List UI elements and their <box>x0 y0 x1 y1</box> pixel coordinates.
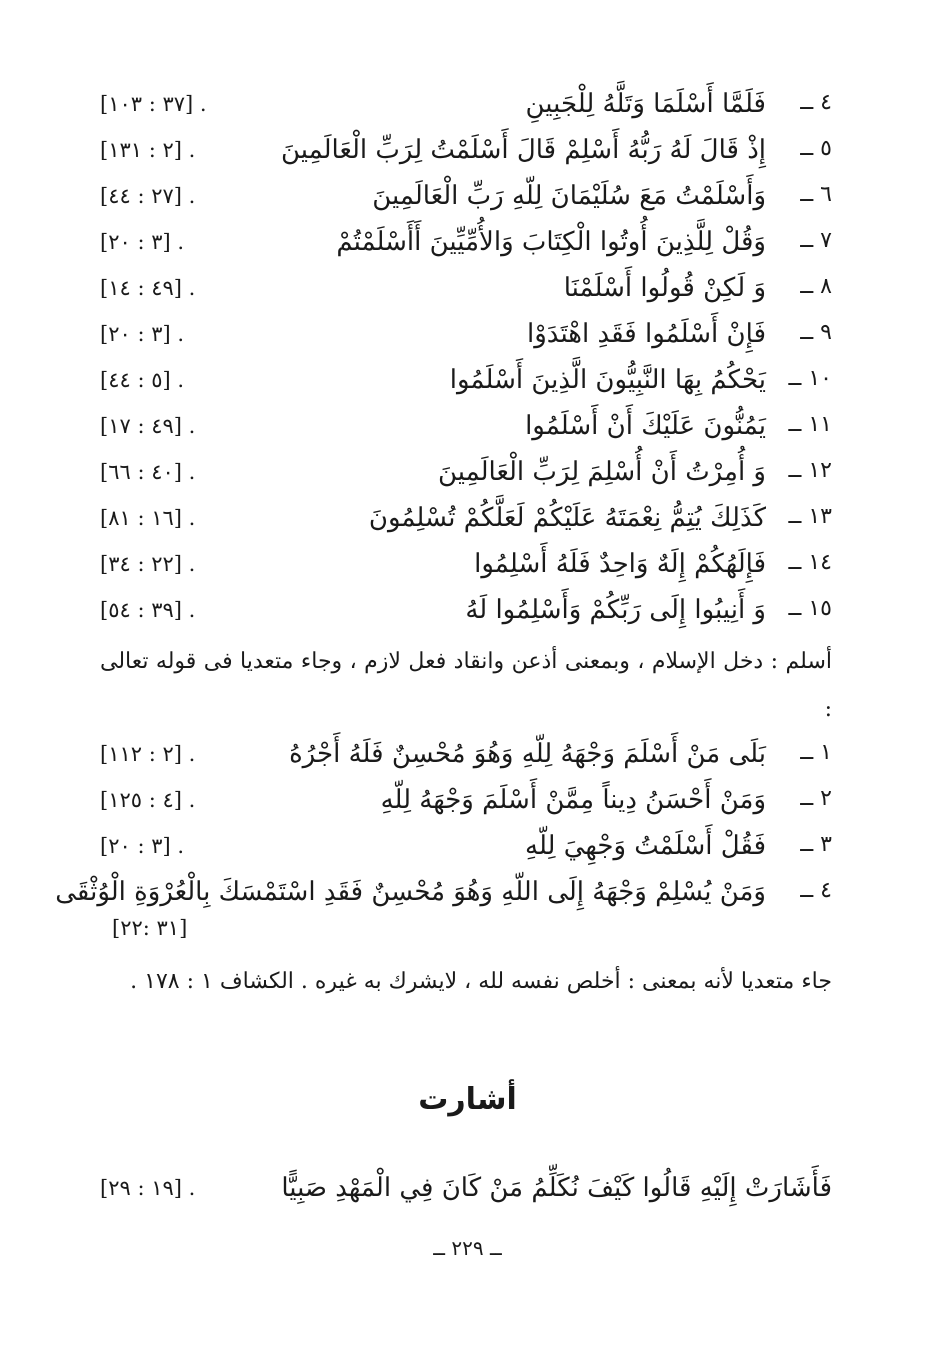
verse-reference: [٣٩ : ٥٤] . <box>100 598 196 622</box>
verse-reference: [٣ : ٢٠] . <box>100 322 185 346</box>
explanation-paragraph: أسلم : دخل الإسلام ، وبمعنى أذعن وانقاد فعل لازم ، وجاء متعديا فى قوله تعالى : <box>100 649 832 722</box>
verse-reference: [٤٩ : ١٧] . <box>100 414 196 438</box>
verse-line <box>100 452 832 496</box>
verse-text: وَ لَكِنْ قُولُوا أَسْلَمْنَا <box>563 273 766 303</box>
verse-line <box>100 406 832 450</box>
verse-line <box>100 130 832 174</box>
verse-text: كَذَلِكَ يُتِمُّ نِعْمَتَهُ عَلَيْكُمْ لَعَلَّكُمْ تُسْلِمُونَ <box>368 503 766 533</box>
verse-number: ١ ــ <box>800 740 832 765</box>
verse-line <box>100 176 832 220</box>
verse-number: ٩ ــ <box>800 320 832 345</box>
verse-line <box>100 826 832 870</box>
verse-reference: [٢ : ١٣١] . <box>100 138 196 162</box>
verse-reference: [٤٩ : ١٤] . <box>100 276 196 300</box>
verse-text: فَقُلْ أَسْلَمْتُ وَجْهِيَ لِلّهِ <box>525 831 766 861</box>
verse-line <box>100 222 832 266</box>
verse-line <box>100 734 832 778</box>
verse-text: وَ أُمِرْتُ أَنْ أُسْلِمَ لِرَبِّ الْعَالَمِينَ <box>437 457 766 487</box>
verse-line <box>100 314 832 358</box>
verse-line <box>100 590 832 634</box>
verse-text: وَمَنْ أَحْسَنُ دِيناً مِمَّنْ أَسْلَمَ وَجْهَهُ لِلّهِ <box>380 785 766 815</box>
verse-number: ٥ ــ <box>800 136 832 161</box>
verse-reference: [٢٢ : ٣٤] . <box>100 552 196 576</box>
verse-reference: [٣ : ٢٠] . <box>100 230 185 254</box>
verse-reference: [٣ : ٢٠] . <box>100 834 185 858</box>
verse-number: ٧ ــ <box>800 228 832 253</box>
verse-line <box>100 360 832 404</box>
verse-text: وَقُلْ لِلَّذِينَ أُوتُوا الْكِتَابَ وَالأُمِّيِّينَ أَأَسْلَمْتُمْ <box>336 227 766 257</box>
verse-text: وَمَنْ يُسْلِمْ وَجْهَهُ إِلَى اللّهِ وَهُوَ مُحْسِنٌ فَقَدِ اسْتَمْسَكَ بِالْعُرْوَةِ الْوُثْقَى <box>55 877 766 907</box>
verse-text: فَإِلَهُكُمْ إِلَهٌ وَاحِدٌ فَلَهُ أَسْلِمُوا <box>474 549 766 579</box>
verse-text: بَلَى مَنْ أَسْلَمَ وَجْهَهُ لِلّهِ وَهُوَ مُحْسِنٌ فَلَهُ أَجْرُهُ <box>289 739 766 769</box>
verse-number: ٦ ــ <box>800 182 832 207</box>
verse-number: ٢ ــ <box>800 786 832 811</box>
verse-number: ١٣ ــ <box>788 504 832 529</box>
verse-text: يَمُنُّونَ عَلَيْكَ أَنْ أَسْلَمُوا <box>525 411 766 441</box>
verse-line <box>55 872 832 916</box>
verse-reference: [٢٧ : ٤٤] . <box>100 184 196 208</box>
verse-line <box>100 780 832 824</box>
verse-number: ٣ ــ <box>800 832 832 857</box>
verse-line <box>100 268 832 312</box>
verse-reference: [١٩ : ٢٩] . <box>100 1176 196 1200</box>
verse-number: ١٠ ــ <box>788 366 832 391</box>
verse-number: ٨ ــ <box>800 274 832 299</box>
explanation-paragraph: جاء متعديا لأنه بمعنى : أخلص نفسه لله ، لايشرك به غيره . الكشاف ١ : ١٧٨ . <box>130 969 832 994</box>
verse-text: وَأَسْلَمْتُ مَعَ سُلَيْمَانَ لِلّهِ رَبِّ الْعَالَمِينَ <box>372 181 766 211</box>
verse-number: ١٤ ــ <box>788 550 832 575</box>
verse-reference: [٥ : ٤٤] . <box>100 368 185 392</box>
verse-line <box>100 84 832 128</box>
verse-number: ١١ ــ <box>788 412 832 437</box>
verse-line <box>100 544 832 588</box>
verse-text: فَإِنْ أَسْلَمُوا فَقَدِ اهْتَدَوْا <box>527 319 766 349</box>
verse-number: ١٢ ــ <box>788 458 832 483</box>
verse-number: ١٥ ــ <box>788 596 832 621</box>
page-number: ــ ٢٢٩ ــ <box>433 1236 502 1260</box>
verse-text: فَأَشَارَتْ إِلَيْهِ قَالُوا كَيْفَ نُكَلِّمُ مَنْ كَانَ فِي الْمَهْدِ صَبِيًّا <box>281 1173 832 1203</box>
verse-reference: [٤٠ : ٦٦] . <box>100 460 196 484</box>
verse-line <box>100 498 832 542</box>
verse-reference: [٣٧ : ١٠٣] . <box>100 92 207 116</box>
verse-text: فَلَمَّا أَسْلَمَا وَتَلَّهُ لِلْجَبِينِ <box>525 89 766 119</box>
section-title: أشارت <box>418 1082 517 1117</box>
verse-text: إِذْ قَالَ لَهُ رَبُّهُ أَسْلِمْ قَالَ أَسْلَمْتُ لِرَبِّ الْعَالَمِينَ <box>280 135 766 165</box>
verse-text: يَحْكُمُ بِهَا النَّبِيُّونَ الَّذِينَ أَسْلَمُوا <box>449 365 766 395</box>
verse-reference: [٣١ :٢٢] <box>112 916 188 940</box>
verse-text: وَ أَنِيبُوا إِلَى رَبِّكُمْ وَأَسْلِمُوا لَهُ <box>465 595 766 625</box>
verse-reference: [٤ : ١٢٥] . <box>100 788 196 812</box>
verse-reference: [٢ : ١١٢] . <box>100 742 196 766</box>
verse-line <box>100 1168 832 1212</box>
verse-reference: [١٦ : ٨١] . <box>100 506 196 530</box>
verse-number: ٤ ــ <box>800 90 832 115</box>
verse-number: ٤ ــ <box>800 878 832 903</box>
